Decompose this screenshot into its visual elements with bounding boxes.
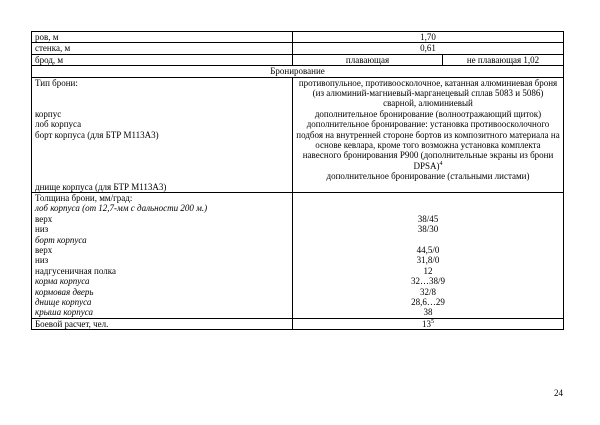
hull-label: корпус [35, 108, 62, 119]
front-value: дополнительное бронирование (волноотражающий щиток) [314, 108, 542, 119]
bottom-value: дополнительное бронирование (стальными листами) [326, 171, 530, 182]
thickness-value-roof: 38 [423, 307, 433, 318]
thickness-value-track-shelf: 12 [423, 265, 433, 276]
armor-labels-cell [32, 77, 293, 192]
armor-type-label: Тип брони: [35, 77, 78, 88]
table-row [32, 43, 564, 54]
section-title-armor: Бронирование [32, 66, 564, 77]
side-value-block [296, 119, 560, 171]
row-label-ford: брод, м [32, 54, 293, 65]
thickness-label-side-top: верх [35, 245, 53, 256]
side-label: борт корпуса (для БТР М113А3) [35, 129, 159, 140]
front-label: лоб корпуса [35, 119, 82, 130]
thickness-value-bottom: 28,6…29 [411, 297, 445, 308]
bottom-label: днище корпуса (для БТР М113А3) [35, 181, 167, 192]
value-wall: 0,61 [293, 43, 564, 54]
value-ford-nonfloating: не плавающая 1,02 [443, 54, 564, 65]
table-row-crew [32, 318, 564, 329]
thickness-label-roof: крыша корпуса [35, 307, 93, 318]
row-label-ditch: ров, м [32, 32, 293, 43]
thickness-value-front-top: 38/45 [417, 213, 439, 224]
table-row-armor-type [32, 77, 564, 192]
crew-label: Боевой расчет, чел. [32, 318, 293, 329]
side-value: дополнительное бронирование: установка противоосколочного подбоя на внутренней стороне бортов из композитного материала на основе кевлара, кроме того возможна установка комплекта навесного бронирования Р900 (дополнительные экраны из брони DPSA) [296, 119, 560, 171]
thickness-values-cell [293, 193, 564, 319]
footnote-mark: 5 [431, 318, 434, 325]
value-ford-floating: плавающая [293, 54, 443, 65]
thickness-value-side-bottom: 31,8/0 [416, 255, 440, 266]
table-row-thickness [32, 193, 564, 319]
crew-value-cell [293, 318, 564, 329]
hull-value: сварной, алюминиевый [383, 98, 473, 109]
thickness-label-side-bottom: низ [35, 255, 49, 266]
thickness-title: Толщина брони, мм/град: [35, 193, 133, 203]
footnote-mark: 4 [439, 160, 443, 167]
thickness-label-rear-door: кормовая дверь [35, 286, 94, 297]
thickness-label-front-top: верх [35, 213, 53, 224]
thickness-label-front: лоб корпуса (от 12,7-мм с дальности 200 м.) [35, 203, 208, 214]
crew-value: 13 [422, 318, 431, 329]
thickness-label-front-bottom: низ [35, 224, 49, 235]
thickness-value-rear-door: 32/8 [419, 286, 436, 297]
thickness-labels-cell [32, 193, 293, 319]
section-row [32, 66, 564, 77]
thickness-value-stern: 32…38/9 [410, 276, 445, 287]
armor-type-value: противопульное, противоосколочное, катанная алюминиевая броня (из алюминий-магниевый-марганецевый сплав 5083 и 5086) [298, 77, 558, 99]
thickness-value-front-bottom: 38/30 [417, 224, 439, 235]
table-row [32, 32, 564, 43]
page-number: 24 [554, 388, 563, 398]
value-ditch: 1,70 [293, 32, 564, 43]
thickness-label-bottom: днище корпуса [35, 297, 92, 308]
thickness-value-side-top: 44,5/0 [416, 244, 440, 255]
armor-values-cell [293, 77, 564, 192]
thickness-label-side: борт корпуса [35, 234, 87, 245]
specifications-table [31, 31, 564, 330]
thickness-label-stern: корма корпуса [35, 276, 90, 287]
row-label-wall: стенка, м [32, 43, 293, 54]
table-row [32, 54, 564, 65]
thickness-label-track-shelf: надгусеничная полка [35, 265, 116, 276]
